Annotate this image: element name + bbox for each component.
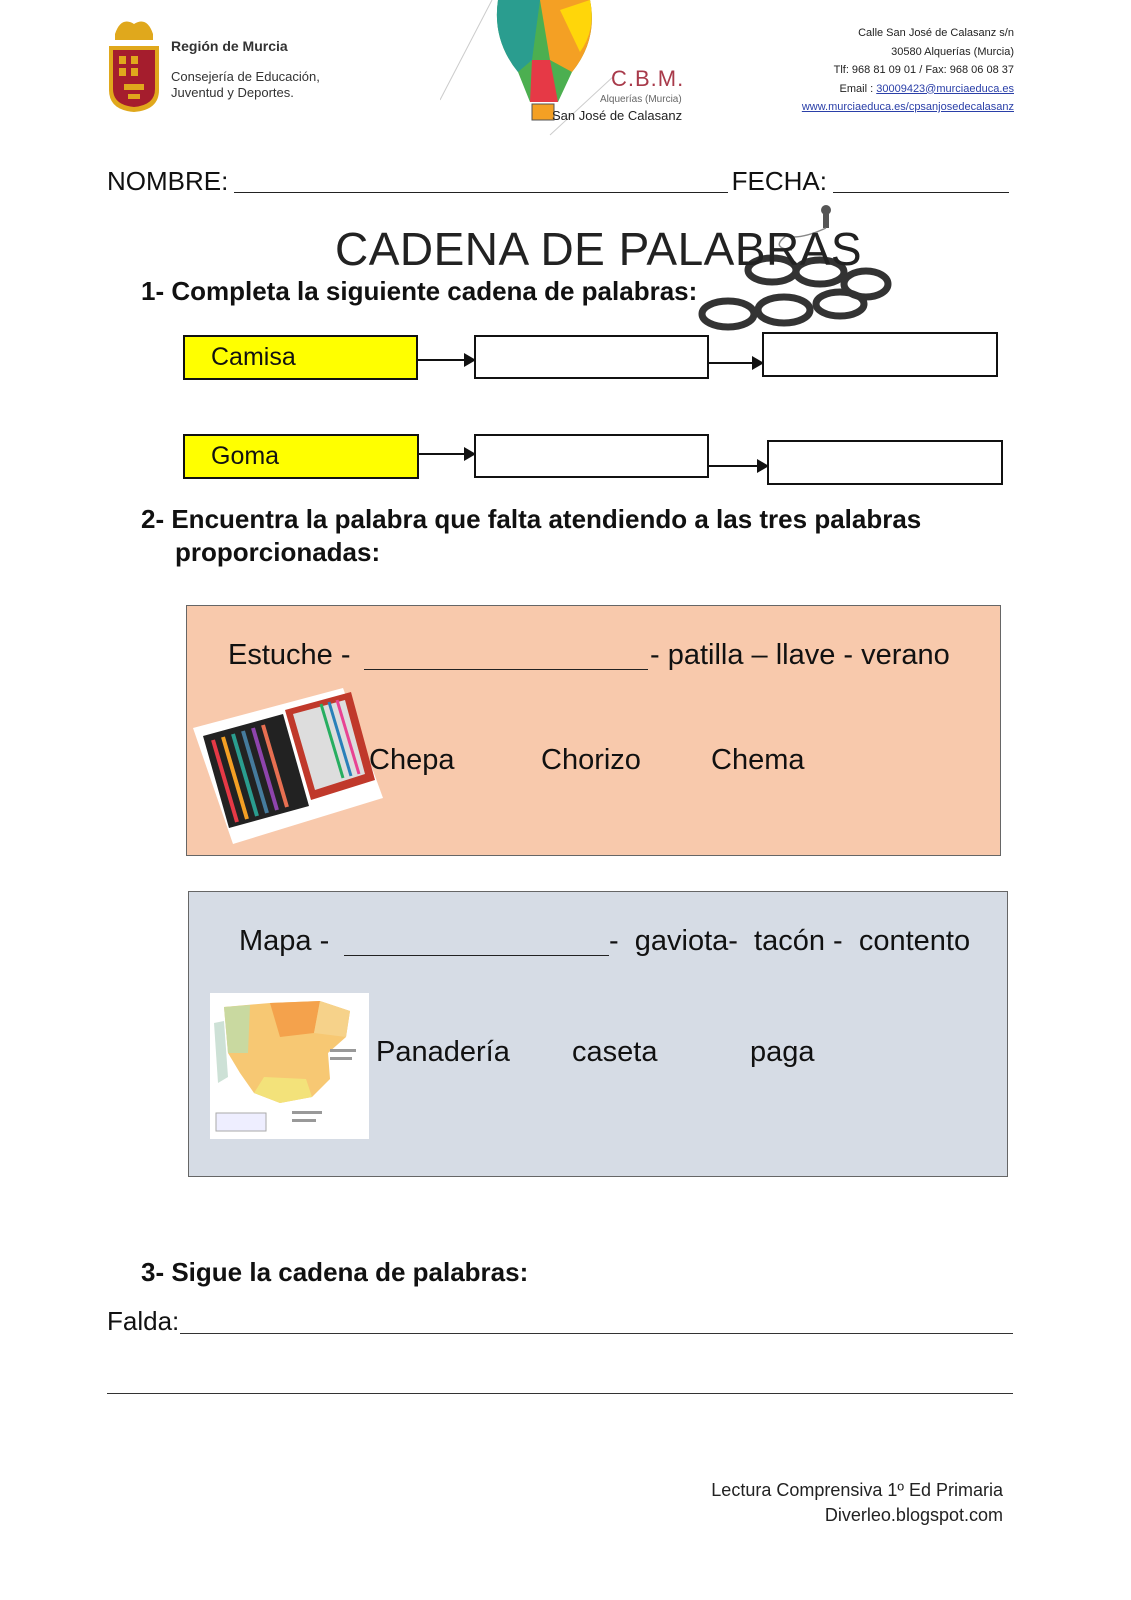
contact-address: Calle San José de Calasanz s/n [858,27,1014,39]
school-place: Alquerías (Murcia) [600,94,682,105]
section2-heading-line1: 2- Encuentra la palabra que falta atendiendo a las tres palabras [141,504,922,534]
region-department [171,69,320,101]
footer-line1: Lectura Comprensiva 1º Ed Primaria [711,1480,1003,1500]
region-crest-icon [107,12,161,114]
name-date-row [107,166,1013,197]
section1-heading: 1- Completa la siguiente cadena de palabras: [141,276,698,306]
puzzle2-answer-blank[interactable] [344,955,609,956]
section2-heading [141,503,921,569]
region-department-line2: Juventud y Deportes. [171,85,294,100]
contact-email-link[interactable]: 30009423@murciaeduca.es [876,82,1014,95]
chain1-arrow1-icon [418,359,474,361]
contact-web-link[interactable]: www.murciaeduca.es/cpsanjosedecalasanz [801,101,1014,113]
section3-heading: 3- Sigue la cadena de palabras: [141,1257,529,1287]
footer-line2: Diverleo.blogspot.com [824,1505,1003,1525]
puzzle2-lead: Mapa - [239,925,330,957]
date-field[interactable] [833,166,1009,193]
contact-city: 30580 Alquerías (Murcia) [891,45,1014,58]
page-title: CADENA DE PALABRAS [335,223,863,275]
chain2-arrow2-icon [709,465,767,467]
puzzle1-option-1[interactable]: Chepa [369,744,455,776]
puzzle2-option-2[interactable]: caseta [572,1036,658,1068]
date-label: FECHA: [731,166,827,196]
puzzle1-option-3[interactable]: Chema [711,744,805,776]
chain1-arrow2-icon [709,362,762,364]
chain1-blank2-box[interactable] [762,332,998,377]
chain2-blank2-box[interactable] [767,440,1003,485]
spain-map-icon [210,993,369,1139]
region-title: Región de Murcia [171,38,288,54]
puzzle1-panel [186,605,1001,856]
puzzle1-trail: - patilla – llave - verano [650,639,950,671]
chain2-arrow1-icon [419,453,474,455]
name-field[interactable] [234,166,727,193]
chain1-blank1-box[interactable] [474,335,709,379]
school-name: San José de Calasanz [552,108,683,123]
contact-phone: Tlf: 968 81 09 01 / Fax: 968 06 08 37 [833,64,1014,76]
name-label: NOMBRE: [107,166,229,196]
section2-heading-line2: proporcionadas: [175,537,381,567]
section3-answer-line1[interactable] [180,1333,1013,1334]
footer [711,1478,1003,1528]
pencil-case-icon [193,688,383,844]
puzzle1-option-2[interactable]: Chorizo [541,744,641,776]
section3-answer-line2[interactable] [107,1393,1013,1394]
puzzle2-option-1[interactable]: Panadería [376,1036,510,1068]
contact-block [802,24,1014,117]
balloon-logo-icon [440,0,615,150]
contact-email-row [802,80,1014,99]
chain2-start-box: Goma [183,434,419,479]
section3-start-word: Falda: [107,1306,180,1336]
puzzle1-lead: Estuche - [228,639,351,671]
puzzle2-panel [188,891,1008,1177]
puzzle2-option-3[interactable]: paga [750,1036,815,1068]
school-abbr: C.B.M. [611,66,685,91]
puzzle2-trail: - gaviota- tacón - contento [609,925,971,957]
puzzle1-answer-blank[interactable] [364,669,648,670]
region-department-line1: Consejería de Educación, [171,69,320,84]
chain2-blank1-box[interactable] [474,434,709,478]
chain1-start-box: Camisa [183,335,418,380]
contact-email-label: Email : [839,82,874,95]
